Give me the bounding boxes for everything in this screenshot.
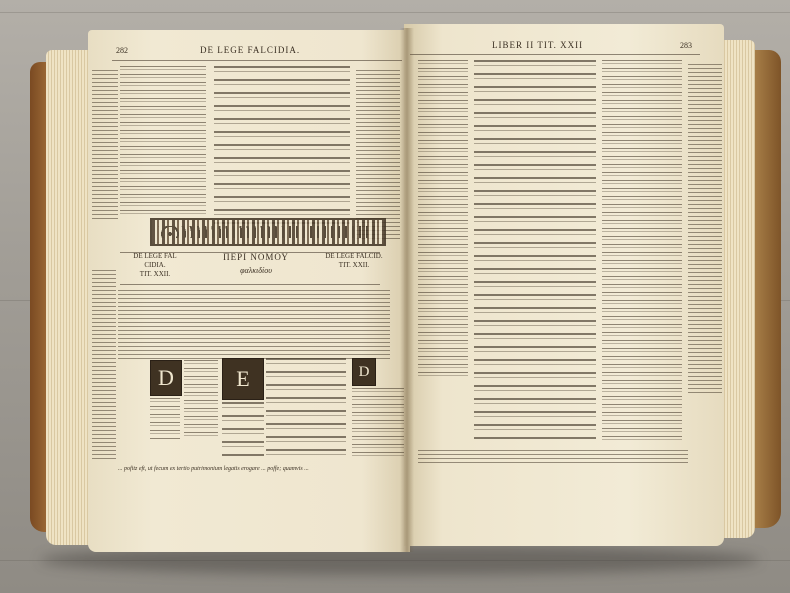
latin-commentary-column — [602, 60, 682, 440]
left-margin-notes-lower — [92, 270, 116, 460]
latin-text-column — [120, 66, 206, 216]
right-page-number: 283 — [680, 41, 692, 50]
box-left-title: DE LEGE FAL CIDIA. TIT. XXII. — [133, 252, 177, 278]
book-gutter — [400, 28, 414, 552]
left-page — [88, 30, 410, 552]
latin-text-column — [418, 60, 468, 380]
greek-text-column — [214, 66, 350, 226]
left-footnote: ... pofitz eft, ut fecum ex tertio putrimonium legatis erogare ... poffe; quamvis ... — [118, 466, 309, 472]
section-title: ΠΕΡΙ ΝΟΜΟΥ — [223, 252, 289, 262]
drop-cap-right: D — [352, 358, 376, 386]
right-footnote — [418, 450, 688, 466]
section-subtitle: φαλκιδίου — [240, 266, 272, 275]
drop-cap-greek: E — [222, 358, 264, 400]
left-margin-notes — [92, 70, 118, 220]
greek-text-column — [474, 60, 596, 440]
drop-cap-latin: D — [150, 360, 182, 396]
right-margin-notes — [356, 70, 400, 240]
right-running-head: LIBER II TIT. XXII — [492, 40, 584, 50]
left-page-number: 282 — [116, 46, 128, 55]
left-running-head: DE LEGE FALCIDIA. — [200, 45, 301, 55]
right-page — [404, 24, 724, 546]
right-margin-notes — [688, 64, 722, 394]
box-right-title: DE LEGE FALCID. TIT. XXII. — [325, 252, 383, 269]
commentary-block — [118, 290, 390, 362]
decorative-headpiece — [150, 218, 386, 246]
